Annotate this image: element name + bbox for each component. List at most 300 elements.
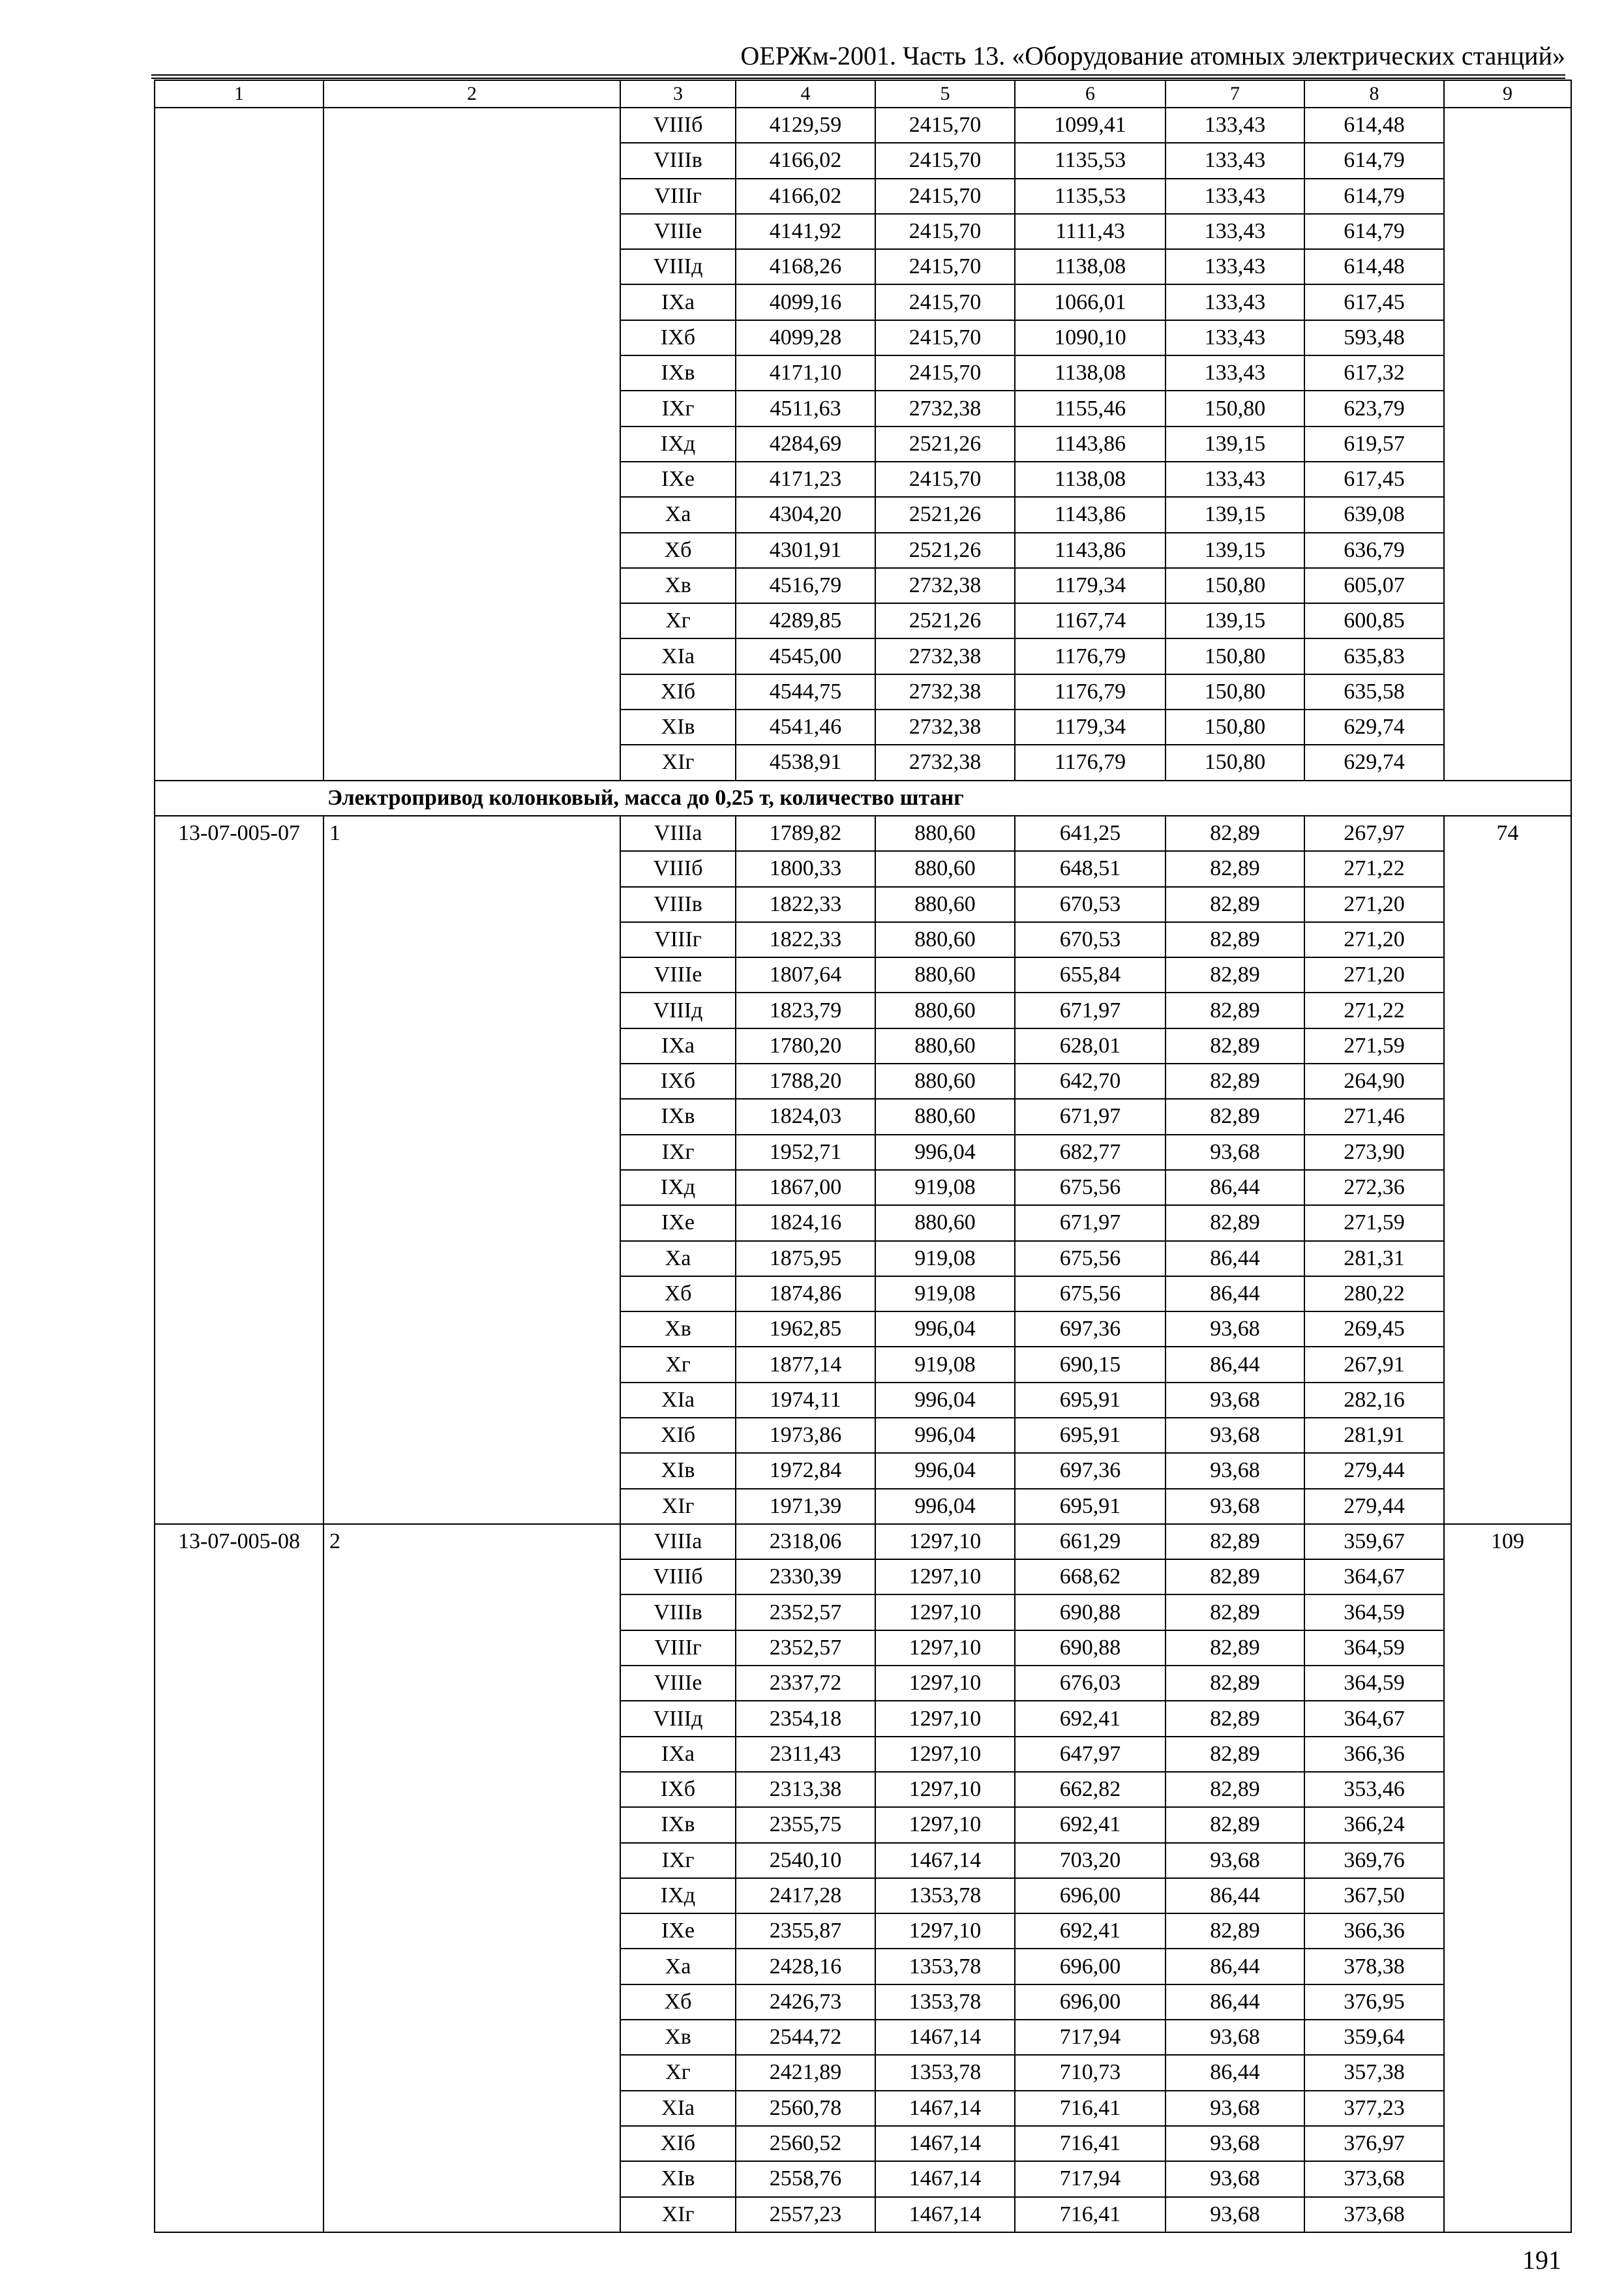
price-total-cell: 1823,79: [736, 993, 875, 1028]
material-cost-cell: 617,45: [1304, 284, 1444, 320]
class-cell: Xв: [620, 2020, 736, 2055]
operator-wage-cell: 133,43: [1165, 179, 1304, 214]
machine-cost-cell: 1176,79: [1015, 674, 1165, 710]
operator-wage-cell: 93,68: [1165, 1383, 1304, 1418]
material-cost-cell: 271,20: [1304, 887, 1444, 922]
operator-wage-cell: 139,15: [1165, 533, 1304, 568]
class-cell: IXб: [620, 320, 736, 355]
operator-wage-cell: 133,43: [1165, 108, 1304, 143]
material-cost-cell: 614,79: [1304, 179, 1444, 214]
material-cost-cell: 364,59: [1304, 1630, 1444, 1666]
price-total-cell: 2355,75: [736, 1807, 875, 1842]
column-number: 9: [1444, 80, 1571, 108]
machine-cost-cell: 671,97: [1015, 1099, 1165, 1134]
class-cell: VIIIв: [620, 887, 736, 922]
price-total-cell: 2352,57: [736, 1594, 875, 1630]
labor-cost-cell: 1297,10: [875, 1524, 1015, 1559]
price-total-cell: 1788,20: [736, 1064, 875, 1099]
operator-wage-cell: 93,68: [1165, 1453, 1304, 1488]
column-number: 6: [1015, 80, 1165, 108]
material-cost-cell: 614,79: [1304, 214, 1444, 249]
material-cost-cell: 617,32: [1304, 355, 1444, 391]
labor-cost-cell: 880,60: [875, 993, 1015, 1028]
price-total-cell: 4538,91: [736, 745, 875, 780]
price-total-cell: 2560,52: [736, 2126, 875, 2161]
class-cell: VIIIе: [620, 957, 736, 993]
document-title: ОЕРЖм-2001. Часть 13. «Оборудование атомных электрических станций»: [740, 41, 1565, 70]
machine-cost-cell: 662,82: [1015, 1772, 1165, 1807]
class-cell: VIIIд: [620, 249, 736, 284]
labor-cost-cell: 1467,14: [875, 1843, 1015, 1878]
material-cost-cell: 614,48: [1304, 249, 1444, 284]
class-cell: Xа: [620, 1241, 736, 1276]
material-cost-cell: 366,36: [1304, 1913, 1444, 1949]
operator-wage-cell: 82,89: [1165, 1701, 1304, 1736]
machine-cost-cell: 676,03: [1015, 1666, 1165, 1701]
operator-wage-cell: 86,44: [1165, 1984, 1304, 2020]
price-total-cell: 1867,00: [736, 1170, 875, 1205]
machine-cost-cell: 717,94: [1015, 2161, 1165, 2196]
operator-wage-cell: 133,43: [1165, 143, 1304, 178]
price-total-cell: 1807,64: [736, 957, 875, 993]
labor-cost-cell: 2415,70: [875, 284, 1015, 320]
material-cost-cell: 614,48: [1304, 108, 1444, 143]
class-cell: VIIIг: [620, 1630, 736, 1666]
machine-cost-cell: 1155,46: [1015, 391, 1165, 426]
class-cell: VIIIг: [620, 922, 736, 957]
price-total-cell: 1789,82: [736, 816, 875, 851]
operator-wage-cell: 93,68: [1165, 2197, 1304, 2232]
operator-wage-cell: 82,89: [1165, 993, 1304, 1028]
class-cell: IXв: [620, 1807, 736, 1842]
operator-wage-cell: 93,68: [1165, 2161, 1304, 2196]
labor-cost-cell: 919,08: [875, 1347, 1015, 1382]
machine-cost-cell: 675,56: [1015, 1276, 1165, 1311]
code-cell: 13-07-005-08: [155, 1524, 323, 2232]
quantity-cell: [323, 108, 620, 781]
material-cost-cell: 635,83: [1304, 638, 1444, 674]
machine-cost-cell: 1167,74: [1015, 603, 1165, 638]
material-cost-cell: 271,22: [1304, 993, 1444, 1028]
labor-cost-cell: 880,60: [875, 816, 1015, 851]
col9-cell: [1444, 108, 1571, 781]
class-cell: XIг: [620, 745, 736, 780]
operator-wage-cell: 86,44: [1165, 1276, 1304, 1311]
price-total-cell: 1822,33: [736, 922, 875, 957]
operator-wage-cell: 139,15: [1165, 426, 1304, 462]
column-number: 5: [875, 80, 1015, 108]
quantity-cell: 1: [323, 816, 620, 1524]
material-cost-cell: 280,22: [1304, 1276, 1444, 1311]
operator-wage-cell: 82,89: [1165, 1807, 1304, 1842]
price-total-cell: 2313,38: [736, 1772, 875, 1807]
column-number: 3: [620, 80, 736, 108]
class-cell: XIв: [620, 710, 736, 745]
operator-wage-cell: 82,89: [1165, 1524, 1304, 1559]
price-total-cell: 1952,71: [736, 1135, 875, 1170]
operator-wage-cell: 82,89: [1165, 1559, 1304, 1594]
section-title: Электропривод колонковый, масса до 0,25 т, количество штанг: [323, 781, 1571, 816]
operator-wage-cell: 82,89: [1165, 1028, 1304, 1064]
material-cost-cell: 271,46: [1304, 1099, 1444, 1134]
price-total-cell: 4541,46: [736, 710, 875, 745]
material-cost-cell: 367,50: [1304, 1878, 1444, 1913]
labor-cost-cell: 919,08: [875, 1170, 1015, 1205]
machine-cost-cell: 716,41: [1015, 2197, 1165, 2232]
material-cost-cell: 364,67: [1304, 1559, 1444, 1594]
machine-cost-cell: 1066,01: [1015, 284, 1165, 320]
header-rule: [151, 78, 1565, 79]
machine-cost-cell: 642,70: [1015, 1064, 1165, 1099]
operator-wage-cell: 82,89: [1165, 816, 1304, 851]
labor-cost-cell: 1467,14: [875, 2197, 1015, 2232]
class-cell: XIв: [620, 2161, 736, 2196]
class-cell: XIг: [620, 1489, 736, 1524]
labor-cost-cell: 1467,14: [875, 2020, 1015, 2055]
column-number: 7: [1165, 80, 1304, 108]
machine-cost-cell: 696,00: [1015, 1878, 1165, 1913]
labor-cost-cell: 1467,14: [875, 2091, 1015, 2126]
class-cell: IXг: [620, 391, 736, 426]
class-cell: VIIIб: [620, 851, 736, 886]
price-total-cell: 1875,95: [736, 1241, 875, 1276]
operator-wage-cell: 82,89: [1165, 1064, 1304, 1099]
column-number: 1: [155, 80, 323, 108]
quantity-cell: 2: [323, 1524, 620, 2232]
price-total-cell: 1800,33: [736, 851, 875, 886]
class-cell: IXе: [620, 462, 736, 497]
machine-cost-cell: 717,94: [1015, 2020, 1165, 2055]
material-cost-cell: 359,67: [1304, 1524, 1444, 1559]
material-cost-cell: 629,74: [1304, 745, 1444, 780]
material-cost-cell: 279,44: [1304, 1489, 1444, 1524]
operator-wage-cell: 82,89: [1165, 922, 1304, 957]
class-cell: VIIIа: [620, 1524, 736, 1559]
machine-cost-cell: 696,00: [1015, 1949, 1165, 1984]
machine-cost-cell: 710,73: [1015, 2055, 1165, 2090]
labor-cost-cell: 996,04: [875, 1135, 1015, 1170]
class-cell: Xг: [620, 1347, 736, 1382]
labor-cost-cell: 919,08: [875, 1241, 1015, 1276]
machine-cost-cell: 695,91: [1015, 1418, 1165, 1453]
machine-cost-cell: 695,91: [1015, 1489, 1165, 1524]
operator-wage-cell: 150,80: [1165, 674, 1304, 710]
material-cost-cell: 271,59: [1304, 1205, 1444, 1240]
material-cost-cell: 273,90: [1304, 1135, 1444, 1170]
operator-wage-cell: 82,89: [1165, 1594, 1304, 1630]
price-total-cell: 4099,28: [736, 320, 875, 355]
price-total-cell: 1877,14: [736, 1347, 875, 1382]
class-cell: VIIIд: [620, 1701, 736, 1736]
labor-cost-cell: 1297,10: [875, 1594, 1015, 1630]
column-number: 2: [323, 80, 620, 108]
labor-cost-cell: 2415,70: [875, 249, 1015, 284]
material-cost-cell: 272,36: [1304, 1170, 1444, 1205]
operator-wage-cell: 82,89: [1165, 1772, 1304, 1807]
material-cost-cell: 593,48: [1304, 320, 1444, 355]
class-cell: VIIIв: [620, 143, 736, 178]
material-cost-cell: 614,79: [1304, 143, 1444, 178]
material-cost-cell: 635,58: [1304, 674, 1444, 710]
price-total-cell: 2544,72: [736, 2020, 875, 2055]
price-total-cell: 1874,86: [736, 1276, 875, 1311]
page-number: 191: [1522, 2245, 1561, 2275]
column-number-row: [155, 80, 1571, 108]
labor-cost-cell: 2521,26: [875, 603, 1015, 638]
class-cell: Xа: [620, 1949, 736, 1984]
material-cost-cell: 378,38: [1304, 1949, 1444, 1984]
class-cell: VIIIе: [620, 1666, 736, 1701]
operator-wage-cell: 93,68: [1165, 1418, 1304, 1453]
price-total-cell: 2421,89: [736, 2055, 875, 2090]
labor-cost-cell: 880,60: [875, 887, 1015, 922]
class-cell: IXд: [620, 1878, 736, 1913]
class-cell: VIIIа: [620, 816, 736, 851]
operator-wage-cell: 150,80: [1165, 391, 1304, 426]
price-total-cell: 2355,87: [736, 1913, 875, 1949]
labor-cost-cell: 2415,70: [875, 179, 1015, 214]
class-cell: VIIIв: [620, 1594, 736, 1630]
material-cost-cell: 271,20: [1304, 922, 1444, 957]
table-row: [155, 108, 1571, 143]
code-cell: 13-07-005-07: [155, 816, 323, 1524]
class-cell: VIIIе: [620, 214, 736, 249]
machine-cost-cell: 696,00: [1015, 1984, 1165, 2020]
labor-cost-cell: 2415,70: [875, 108, 1015, 143]
machine-cost-cell: 692,41: [1015, 1701, 1165, 1736]
machine-cost-cell: 647,97: [1015, 1737, 1165, 1772]
price-total-cell: 4099,16: [736, 284, 875, 320]
section-row: [155, 781, 1571, 816]
class-cell: IXд: [620, 426, 736, 462]
page-header: [151, 37, 1565, 76]
price-total-cell: 1824,03: [736, 1099, 875, 1134]
price-total-cell: 1974,11: [736, 1383, 875, 1418]
labor-cost-cell: 1467,14: [875, 2161, 1015, 2196]
class-cell: IXб: [620, 1064, 736, 1099]
labor-cost-cell: 996,04: [875, 1311, 1015, 1347]
material-cost-cell: 269,45: [1304, 1311, 1444, 1347]
material-cost-cell: 364,67: [1304, 1701, 1444, 1736]
machine-cost-cell: 675,56: [1015, 1170, 1165, 1205]
machine-cost-cell: 641,25: [1015, 816, 1165, 851]
operator-wage-cell: 82,89: [1165, 1913, 1304, 1949]
price-total-cell: 4168,26: [736, 249, 875, 284]
operator-wage-cell: 133,43: [1165, 249, 1304, 284]
operator-wage-cell: 133,43: [1165, 214, 1304, 249]
material-cost-cell: 369,76: [1304, 1843, 1444, 1878]
labor-cost-cell: 1297,10: [875, 1630, 1015, 1666]
price-total-cell: 4516,79: [736, 568, 875, 603]
price-total-cell: 2557,23: [736, 2197, 875, 2232]
class-cell: Xб: [620, 533, 736, 568]
class-cell: IXа: [620, 1737, 736, 1772]
machine-cost-cell: 675,56: [1015, 1241, 1165, 1276]
material-cost-cell: 376,95: [1304, 1984, 1444, 2020]
machine-cost-cell: 690,15: [1015, 1347, 1165, 1382]
labor-cost-cell: 1297,10: [875, 1701, 1015, 1736]
machine-cost-cell: 1090,10: [1015, 320, 1165, 355]
labor-cost-cell: 2521,26: [875, 497, 1015, 532]
price-total-cell: 2426,73: [736, 1984, 875, 2020]
material-cost-cell: 629,74: [1304, 710, 1444, 745]
machine-cost-cell: 661,29: [1015, 1524, 1165, 1559]
class-cell: Xб: [620, 1276, 736, 1311]
table-body: [155, 80, 1571, 2232]
price-total-cell: 2354,18: [736, 1701, 875, 1736]
labor-cost-cell: 1297,10: [875, 1666, 1015, 1701]
machine-cost-cell: 690,88: [1015, 1594, 1165, 1630]
price-total-cell: 4171,23: [736, 462, 875, 497]
machine-cost-cell: 1138,08: [1015, 355, 1165, 391]
class-cell: IXа: [620, 1028, 736, 1064]
price-total-cell: 4304,20: [736, 497, 875, 532]
class-cell: XIв: [620, 1453, 736, 1488]
labor-cost-cell: 996,04: [875, 1383, 1015, 1418]
machine-cost-cell: 716,41: [1015, 2126, 1165, 2161]
class-cell: VIIIг: [620, 179, 736, 214]
machine-cost-cell: 670,53: [1015, 887, 1165, 922]
class-cell: Xг: [620, 603, 736, 638]
section-spacer: [155, 781, 323, 816]
price-total-cell: 2540,10: [736, 1843, 875, 1878]
labor-cost-cell: 1297,10: [875, 1807, 1015, 1842]
class-cell: IXе: [620, 1913, 736, 1949]
class-cell: XIа: [620, 638, 736, 674]
machine-cost-cell: 1179,34: [1015, 568, 1165, 603]
labor-cost-cell: 996,04: [875, 1453, 1015, 1488]
operator-wage-cell: 133,43: [1165, 320, 1304, 355]
labor-cost-cell: 2732,38: [875, 638, 1015, 674]
operator-wage-cell: 139,15: [1165, 497, 1304, 532]
class-cell: IXв: [620, 1099, 736, 1134]
col9-cell: 109: [1444, 1524, 1571, 2232]
labor-cost-cell: 919,08: [875, 1276, 1015, 1311]
labor-cost-cell: 2415,70: [875, 462, 1015, 497]
operator-wage-cell: 86,44: [1165, 2055, 1304, 2090]
operator-wage-cell: 86,44: [1165, 1170, 1304, 1205]
labor-cost-cell: 2521,26: [875, 426, 1015, 462]
class-cell: XIб: [620, 2126, 736, 2161]
col9-cell: 74: [1444, 816, 1571, 1524]
price-total-cell: 4166,02: [736, 143, 875, 178]
class-cell: IXе: [620, 1205, 736, 1240]
labor-cost-cell: 1353,78: [875, 1949, 1015, 1984]
material-cost-cell: 623,79: [1304, 391, 1444, 426]
labor-cost-cell: 1297,10: [875, 1559, 1015, 1594]
labor-cost-cell: 2415,70: [875, 320, 1015, 355]
class-cell: XIг: [620, 2197, 736, 2232]
machine-cost-cell: 1143,86: [1015, 426, 1165, 462]
header-rule: [151, 74, 1565, 76]
material-cost-cell: 366,36: [1304, 1737, 1444, 1772]
price-total-cell: 2558,76: [736, 2161, 875, 2196]
operator-wage-cell: 150,80: [1165, 568, 1304, 603]
operator-wage-cell: 139,15: [1165, 603, 1304, 638]
labor-cost-cell: 2415,70: [875, 355, 1015, 391]
labor-cost-cell: 1297,10: [875, 1913, 1015, 1949]
class-cell: Xг: [620, 2055, 736, 2090]
labor-cost-cell: 1353,78: [875, 2055, 1015, 2090]
class-cell: VIIIб: [620, 108, 736, 143]
operator-wage-cell: 93,68: [1165, 2020, 1304, 2055]
class-cell: Xа: [620, 497, 736, 532]
machine-cost-cell: 1138,08: [1015, 462, 1165, 497]
operator-wage-cell: 82,89: [1165, 1737, 1304, 1772]
labor-cost-cell: 1297,10: [875, 1737, 1015, 1772]
price-total-cell: 2311,43: [736, 1737, 875, 1772]
material-cost-cell: 271,22: [1304, 851, 1444, 886]
labor-cost-cell: 880,60: [875, 1205, 1015, 1240]
machine-cost-cell: 655,84: [1015, 957, 1165, 993]
material-cost-cell: 279,44: [1304, 1453, 1444, 1488]
price-total-cell: 2352,57: [736, 1630, 875, 1666]
material-cost-cell: 605,07: [1304, 568, 1444, 603]
price-total-cell: 4511,63: [736, 391, 875, 426]
labor-cost-cell: 2732,38: [875, 391, 1015, 426]
material-cost-cell: 377,23: [1304, 2091, 1444, 2126]
operator-wage-cell: 82,89: [1165, 887, 1304, 922]
price-table: [154, 80, 1572, 2233]
material-cost-cell: 600,85: [1304, 603, 1444, 638]
price-total-cell: 4544,75: [736, 674, 875, 710]
machine-cost-cell: 1099,41: [1015, 108, 1165, 143]
operator-wage-cell: 93,68: [1165, 1843, 1304, 1878]
price-total-cell: 4545,00: [736, 638, 875, 674]
price-total-cell: 4284,69: [736, 426, 875, 462]
machine-cost-cell: 1176,79: [1015, 745, 1165, 780]
price-total-cell: 1962,85: [736, 1311, 875, 1347]
material-cost-cell: 271,20: [1304, 957, 1444, 993]
class-cell: XIа: [620, 1383, 736, 1418]
machine-cost-cell: 628,01: [1015, 1028, 1165, 1064]
operator-wage-cell: 82,89: [1165, 1666, 1304, 1701]
operator-wage-cell: 82,89: [1165, 1205, 1304, 1240]
material-cost-cell: 364,59: [1304, 1666, 1444, 1701]
class-cell: Xв: [620, 568, 736, 603]
material-cost-cell: 364,59: [1304, 1594, 1444, 1630]
operator-wage-cell: 93,68: [1165, 1489, 1304, 1524]
material-cost-cell: 376,97: [1304, 2126, 1444, 2161]
material-cost-cell: 264,90: [1304, 1064, 1444, 1099]
operator-wage-cell: 86,44: [1165, 1241, 1304, 1276]
operator-wage-cell: 133,43: [1165, 284, 1304, 320]
price-total-cell: 2330,39: [736, 1559, 875, 1594]
machine-cost-cell: 697,36: [1015, 1453, 1165, 1488]
material-cost-cell: 281,31: [1304, 1241, 1444, 1276]
machine-cost-cell: 1143,86: [1015, 497, 1165, 532]
machine-cost-cell: 690,88: [1015, 1630, 1165, 1666]
price-total-cell: 1780,20: [736, 1028, 875, 1064]
table-row: [155, 1524, 1571, 1559]
price-total-cell: 2417,28: [736, 1878, 875, 1913]
price-total-cell: 2337,72: [736, 1666, 875, 1701]
operator-wage-cell: 93,68: [1165, 2126, 1304, 2161]
machine-cost-cell: 692,41: [1015, 1807, 1165, 1842]
material-cost-cell: 267,97: [1304, 816, 1444, 851]
material-cost-cell: 373,68: [1304, 2161, 1444, 2196]
operator-wage-cell: 86,44: [1165, 1347, 1304, 1382]
material-cost-cell: 639,08: [1304, 497, 1444, 532]
price-total-cell: 4289,85: [736, 603, 875, 638]
labor-cost-cell: 2415,70: [875, 143, 1015, 178]
operator-wage-cell: 133,43: [1165, 462, 1304, 497]
labor-cost-cell: 2732,38: [875, 710, 1015, 745]
operator-wage-cell: 86,44: [1165, 1949, 1304, 1984]
material-cost-cell: 267,91: [1304, 1347, 1444, 1382]
price-total-cell: 1824,16: [736, 1205, 875, 1240]
machine-cost-cell: 1176,79: [1015, 638, 1165, 674]
